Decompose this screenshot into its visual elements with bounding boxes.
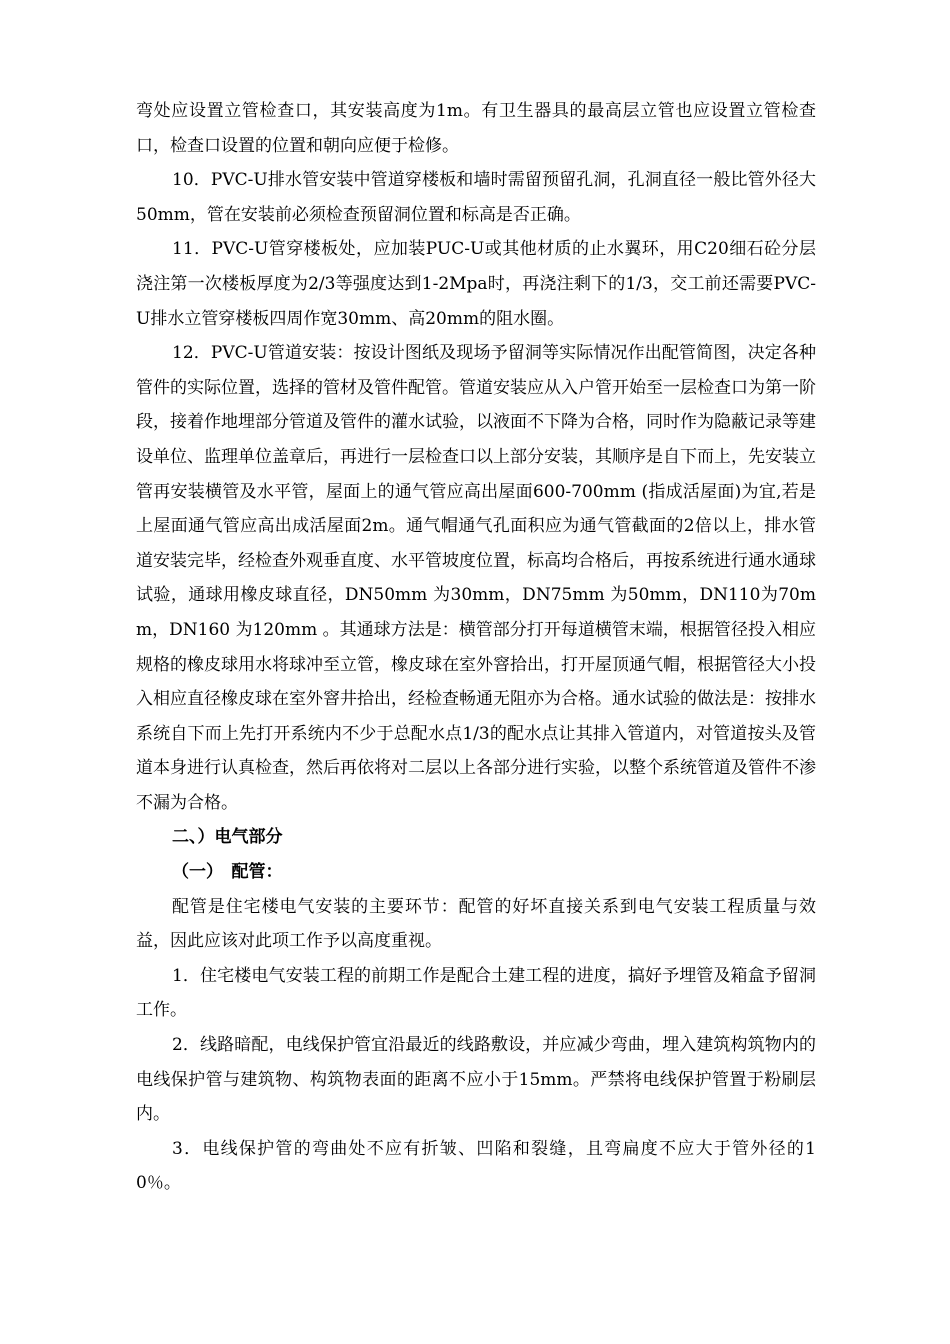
paragraph-conduit-item-1: 1．住宅楼电气安装工程的前期工作是配合土建工程的进度，搞好予埋管及箱盒予留洞工作。 xyxy=(136,965,816,1021)
paragraph-conduit-item-2: 2．线路暗配，电线保护管宜沿最近的线路敷设，并应减少弯曲，埋入建筑构筑物内的电线保护管与建筑物、构筑物表面的距离不应小于15mm。严禁将电线保护管置于粉刷层内。 xyxy=(136,1035,816,1125)
document-body xyxy=(136,94,816,1201)
paragraph-item-12: 12．PVC-U管道安装：按设计图纸及现场予留洞等实际情况作出配管简图，决定各种管件的实际位置，选择的管材及管件配管。管道安装应从入户管开始至一层检查口为第一阶段，接着作地埋部分管道及管件的灌水试验，以液面不下降为合格，同时作为隐蔽记录等建设单位、监理单位盖章后，再进行一层检查口以上部分安装，其顺序是自下而上，先安装立管再安装横管及水平管，屋面上的通气管应高出屋面600-700mm (指成活屋面)为宜,若是上屋面通气管应高出成活屋面2m。通气帽通气孔面积应为通气管截面的2倍以上，排水管道安装完毕，经检查外观垂直度、水平管坡度位置，标高均合格后，再按系统进行通水通球试验，通球用橡皮球直径，DN50mm 为30mm，DN75mm 为50mm，DN110为70mm，DN160 为120mm 。其通球方法是：横管部分打开每道横管末端，根据管径投入相应规格的橡皮球用水将球冲至立管，橡皮球在室外窨拾出，打开屋顶通气帽，根据管径大小投入相应直径橡皮球在室外窨井拾出，经检查畅通无阻亦为合格。通水试验的做法是：按排水系统自下而上先打开系统内不少于总配水点1/3的配水点让其排入管道内，对管道按头及管道本身进行认真检查，然后再依将对二层以上各部分进行实验，以整个系统管道及管件不渗不漏为合格。 xyxy=(136,343,816,813)
paragraph-item-11: 11．PVC-U管穿楼板处，应加装PUC-U或其他材质的止水翼环，用C20细石砼分层浇注第一次楼板厚度为2/3等强度达到1-2Mpa时，再浇注剩下的1/3，交工前还需要PVC-U排水立管穿楼板四周作宽30mm、高20mm的阻水圈。 xyxy=(136,239,816,329)
subsection-heading-conduit: （一） 配管： xyxy=(172,862,283,883)
paragraph-cleanout-height: 弯处应设置立管检查口，其安装高度为1m。有卫生器具的最高层立管也应设置立管检查口，检查口设置的位置和朝向应便于检修。 xyxy=(136,101,816,156)
section-heading-electrical: 二、）电气部分 xyxy=(172,827,283,848)
paragraph-item-10: 10．PVC-U排水管安装中管道穿楼板和墙时需留预留孔洞，孔洞直径一般比管外径大50mm，管在安装前必须检查预留洞位置和标高是否正确。 xyxy=(136,170,816,225)
paragraph-conduit-intro: 配管是住宅楼电气安装的主要环节：配管的好坏直接关系到电气安装工程质量与效益，因此应该对此项工作予以高度重视。 xyxy=(136,896,816,952)
paragraph-conduit-item-3: 3．电线保护管的弯曲处不应有折皱、凹陷和裂缝，且弯扁度不应大于管外径的10％。 xyxy=(136,1138,816,1194)
